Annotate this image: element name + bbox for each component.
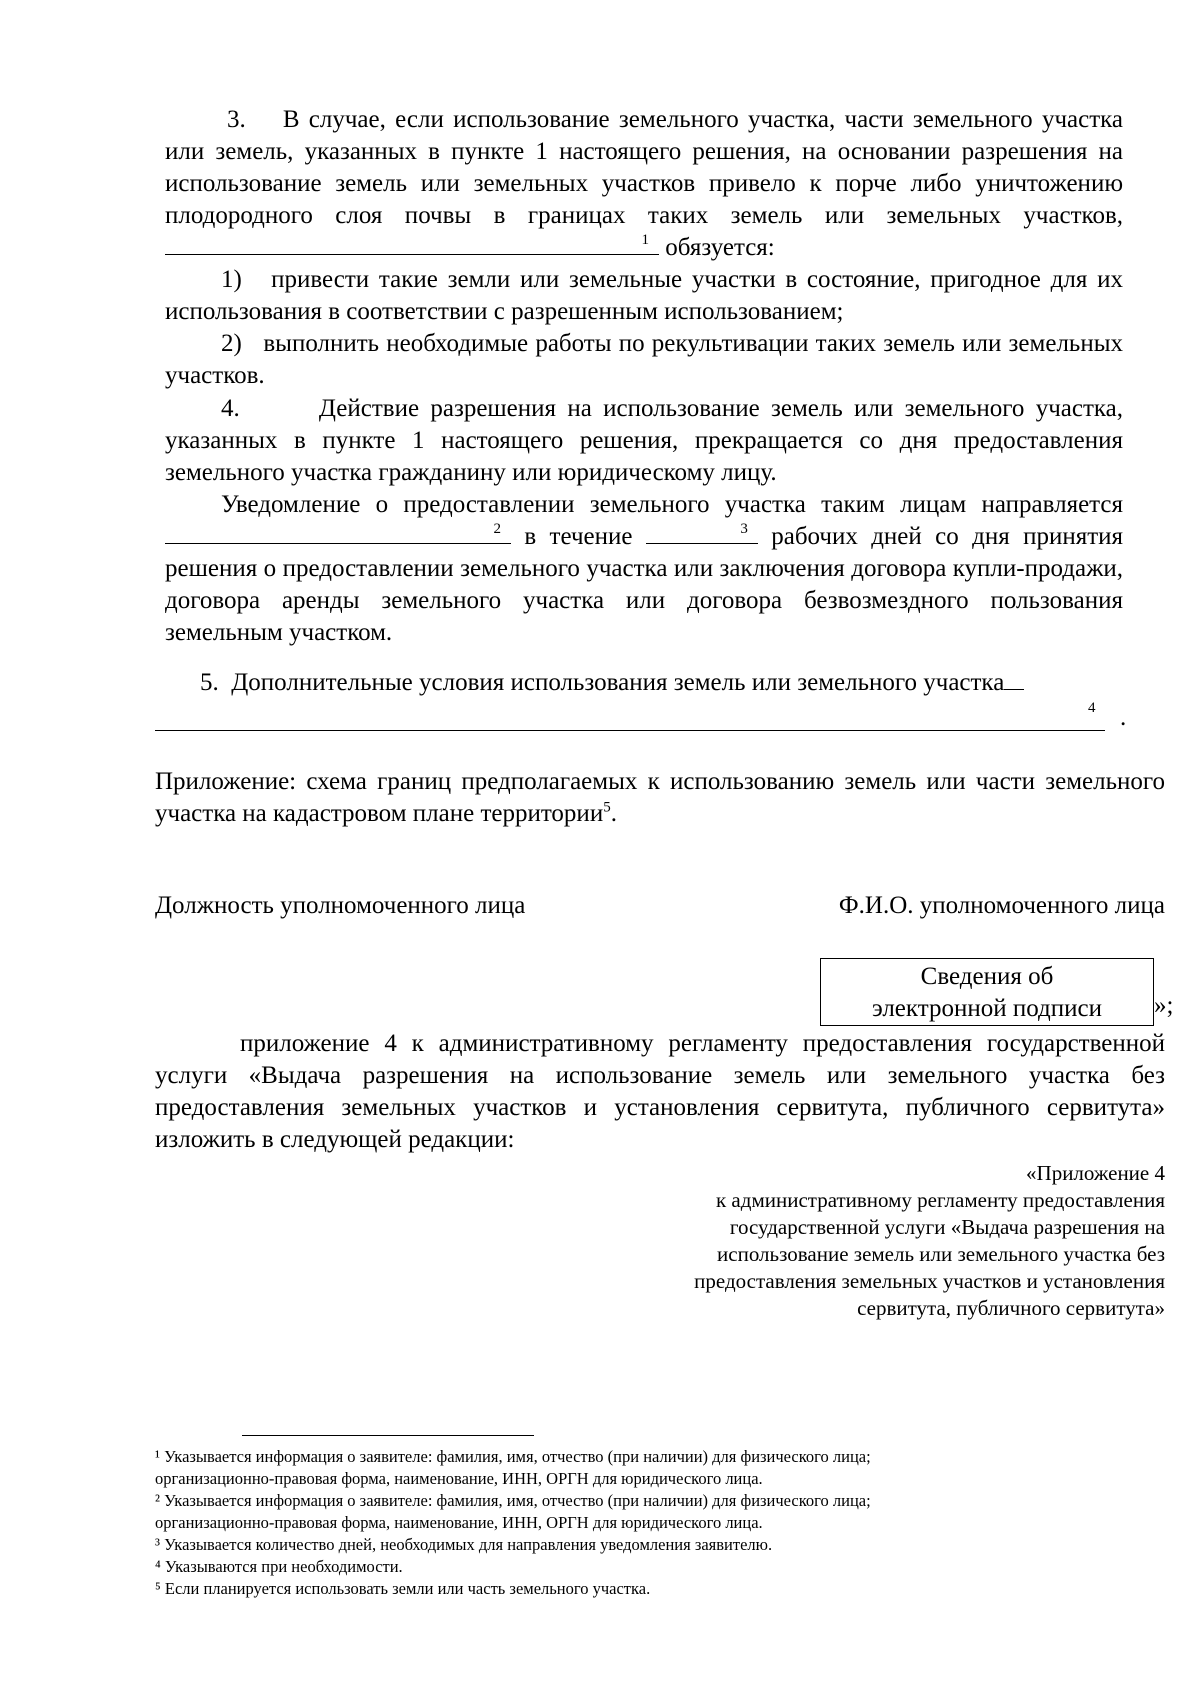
footnote-ref-3: 3 [740,521,748,537]
official-position: Должность уполномоченного лица [155,892,526,919]
item-3-text: 3. В случае, если использование земельного участка, части земельного участка или земель, указанных в пункте 1 настоящего решения, на основании разрешения на использование земель или земельных участков привело к порче либо уничтожению плодородного слоя почвы в границах таких земель или земельных участков, [165,106,1123,229]
notice-text-c: рабочих дней со дня принятия решения о предоставлении земельного участка или заключения договора купли-продажи, договора аренды земельного участка или договора безвозмездного пользования земельным участком. [165,523,1124,646]
additional-conditions-blank-end [1004,667,1024,690]
footnote-4: ⁴ Указываются при необходимости. [155,1557,403,1576]
appendix-header-line: использование земель или земельного участка без [717,1242,1165,1266]
item-3-paragraph [165,104,1123,264]
item-4-paragraph: 4. Действие разрешения на использование земель или земельного участка, указанных в пункте 1 настоящего решения, прекращается со дня предоставления земельного участка гражданину или юридическому лицу. [165,395,1123,486]
appendix-header-line: предоставления земельных участков и установления [694,1269,1165,1293]
e-signature-box [820,958,1154,1026]
item-3-obligation: обязуется: [665,234,775,261]
footnote-5: ⁵ Если планируется использовать земли или часть земельного участка. [155,1579,651,1598]
notice-paragraph [165,489,1123,649]
footnote-ref-5: 5 [603,799,611,816]
attachment-end: . [610,800,617,827]
additional-conditions-blank [155,730,1105,731]
recipient-blank [165,521,511,544]
applicant-blank-1 [165,232,659,255]
days-blank [646,521,758,544]
footnote-ref-1: 1 [641,232,649,248]
item-5-dot: . [1120,704,1127,731]
official-name: Ф.И.О. уполномоченного лица [838,892,1165,919]
item-3-sub-1: 1) привести такие земли или земельные участки в состояние, пригодное для их использования в соответствии с разрешенным использованием; [165,266,1123,325]
footnote-2: ² Указывается информация о заявителе: фамилия, имя, отчество (при наличии) для физического лица; [155,1491,871,1510]
e-signature-line-2: электронной подписи [872,995,1102,1022]
appendix-header-line: сервитута, публичного сервитута» [857,1296,1165,1320]
item-5-text: 5. Дополнительные условия использования земель или земельного участка [200,669,1005,696]
footnote-separator [242,1435,534,1436]
notice-text-a: Уведомление о предоставлении земельного участка таким лицам направляется [221,491,1123,518]
appendix-header-line: государственной услуги «Выдача разрешения на [729,1215,1165,1239]
appendix-change-text: приложение 4 к административному регламенту предоставления государственной услуги «Выдача разрешения на использование земель или земельного участка без предоставления земельных участков и установления сервитута, публичного сервитута» изложить в следующей редакции: [155,1030,1165,1153]
footnote-2-cont: организационно-правовая форма, наименование, ИНН, ОРГН для юридического лица. [155,1513,763,1532]
closing-quote: »; [1154,992,1174,1019]
attachment [155,766,1165,830]
footnote-ref-2: 2 [493,521,501,537]
appendix-header-line: к административному регламенту предоставления [715,1188,1165,1212]
item-5 [165,667,1123,699]
footnote-3: ³ Указывается количество дней, необходимых для направления уведомления заявителю. [155,1535,773,1554]
footnote-1: ¹ Указывается информация о заявителе: фамилия, имя, отчество (при наличии) для физического лица; [155,1447,871,1466]
e-signature-line-1: Сведения об [920,963,1054,990]
appendix-change [155,1028,1165,1156]
attachment-text: Приложение: схема границ предполагаемых к использованию земель или части земельного участка на кадастровом плане территории [155,768,1165,827]
appendix-header-line: «Приложение 4 [1026,1161,1165,1185]
item-3 [165,104,1123,392]
appendix-header [545,1160,1165,1322]
footnotes [155,1446,1055,1600]
notice-text-b: в течение [524,523,633,550]
footnote-1-cont: организационно-правовая форма, наименование, ИНН, ОРГН для юридического лица. [155,1469,763,1488]
footnote-ref-4: 4 [1088,700,1096,716]
item-4 [165,393,1123,649]
item-3-sub-2: 2) выполнить необходимые работы по рекультивации таких земель или земельных участков. [165,330,1123,389]
